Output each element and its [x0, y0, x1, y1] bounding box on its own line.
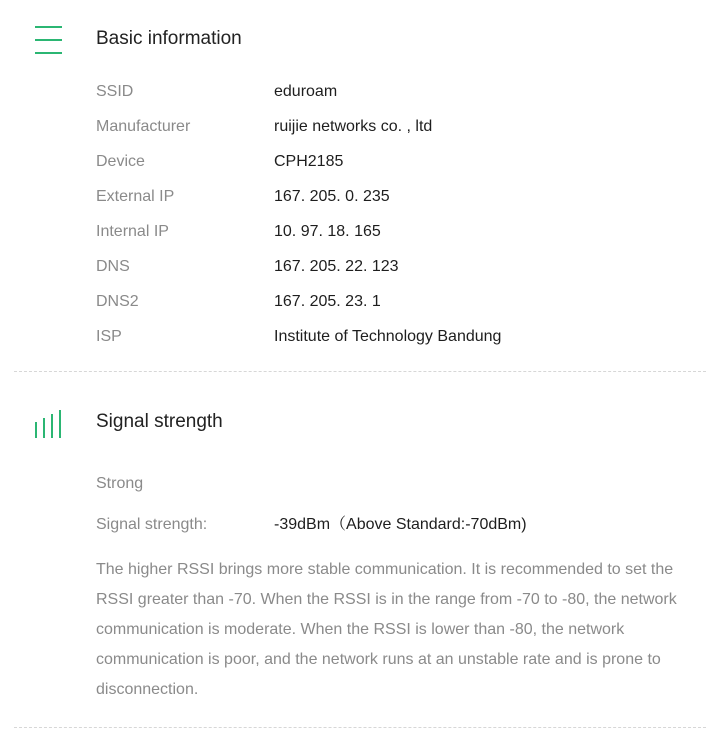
rssi-description: The higher RSSI brings more stable communication. It is recommended to set the RSSI greater than -70. When the RSSI is in the range from -70 to -80, the network communication is moderate. When the RSSI is lower than -80, the network communication is poor, and the network runs at an unstable rate and is prone to disconnection. [96, 561, 677, 698]
signal-strength-row [96, 513, 696, 537]
signal-strength-title: Signal strength [96, 411, 223, 432]
info-value: CPH2185 [274, 153, 344, 170]
info-label: DNS2 [96, 293, 139, 310]
signal-strength-label: Signal strength: [96, 516, 208, 533]
signal-bars-icon [35, 410, 63, 438]
section-divider-bottom [14, 727, 706, 728]
menu-icon [35, 26, 62, 54]
info-row-device [96, 150, 696, 174]
info-label: SSID [96, 83, 134, 100]
info-label: DNS [96, 258, 130, 275]
info-row-external-ip [96, 185, 696, 209]
basic-info-header [0, 20, 720, 60]
info-label: External IP [96, 188, 175, 205]
info-row-ssid [96, 80, 696, 104]
info-label: Device [96, 153, 145, 170]
info-value: 167. 205. 23. 1 [274, 293, 381, 310]
info-row-dns2 [96, 290, 696, 314]
info-value: Institute of Technology Bandung [274, 328, 502, 345]
basic-info-title: Basic information [96, 28, 242, 49]
info-row-isp [96, 325, 696, 349]
info-value: ruijie networks co. , ltd [274, 118, 433, 135]
info-row-manufacturer [96, 115, 696, 139]
info-label: ISP [96, 328, 122, 345]
signal-level: Strong [96, 475, 144, 492]
section-divider [14, 371, 706, 372]
info-row-dns [96, 255, 696, 279]
info-label: Internal IP [96, 223, 169, 240]
info-value: 167. 205. 0. 235 [274, 188, 390, 205]
info-row-internal-ip [96, 220, 696, 244]
signal-strength-value: -39dBm（Above Standard:-70dBm) [274, 516, 527, 533]
info-value: eduroam [274, 83, 338, 100]
info-value: 10. 97. 18. 165 [274, 223, 381, 240]
info-value: 167. 205. 22. 123 [274, 258, 399, 275]
info-label: Manufacturer [96, 118, 191, 135]
